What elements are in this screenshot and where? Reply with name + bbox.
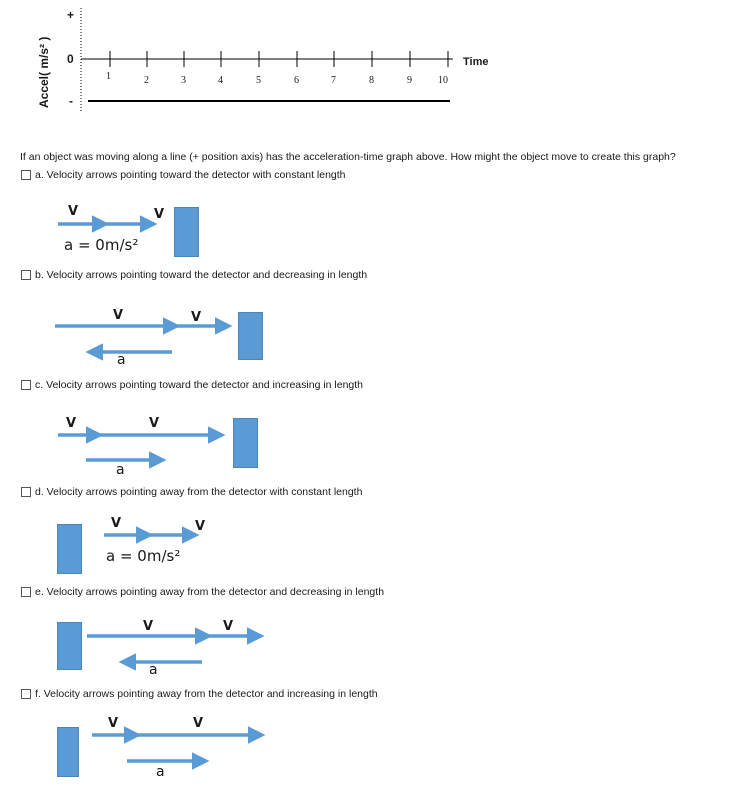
x-tick-label: 7	[331, 75, 336, 86]
velocity-label: V	[68, 204, 79, 219]
x-tick-label: 8	[369, 75, 374, 86]
x-tick-label: 6	[294, 75, 299, 86]
velocity-label: V	[149, 416, 160, 431]
y-tick-plus: +	[67, 8, 75, 22]
velocity-label: V	[113, 308, 124, 323]
x-tick-label: 2	[144, 75, 149, 86]
velocity-label: V	[193, 716, 204, 731]
detector-d	[57, 524, 82, 574]
x-tick-label: 9	[407, 75, 412, 86]
x-tick-label: 10	[438, 75, 448, 86]
velocity-label: V	[191, 310, 202, 325]
acceleration-label: a	[116, 462, 125, 478]
y-tick-zero: 0	[67, 52, 74, 66]
detector-b	[238, 312, 263, 360]
acceleration-label: a	[156, 764, 165, 780]
option-c-label: c. Velocity arrows pointing toward the detector and increasing in length	[35, 379, 364, 391]
x-tick-label: 1	[106, 71, 111, 82]
detector-c	[233, 418, 258, 468]
y-axis-label: Accel( m/s² )	[37, 36, 51, 108]
velocity-label: V	[143, 619, 154, 634]
x-axis-label: Time	[463, 56, 489, 68]
y-tick-minus: -	[69, 94, 73, 108]
x-tick-label: 3	[181, 75, 186, 86]
option-b-label: b. Velocity arrows pointing toward the detector and decreasing in length	[35, 269, 368, 281]
detector-e	[57, 622, 82, 670]
question-text: If an object was moving along a line (+ position axis) has the acceleration-time graph above. How might the object move to create this graph?	[20, 151, 676, 163]
option-a-label: a. Velocity arrows pointing toward the detector with constant length	[35, 169, 346, 181]
velocity-label: V	[111, 516, 122, 531]
velocity-label: V	[223, 619, 234, 634]
velocity-label: V	[195, 519, 206, 534]
acceleration-label: a	[117, 352, 126, 368]
acceleration-label: a = 0m/s²	[64, 236, 139, 254]
option-d-label: d. Velocity arrows pointing away from the detector with constant length	[35, 486, 363, 498]
acceleration-label: a = 0m/s²	[106, 547, 181, 565]
detector-f	[57, 727, 79, 777]
x-tick-label: 4	[218, 75, 223, 86]
velocity-label: V	[154, 207, 165, 222]
option-f-label: f. Velocity arrows pointing away from the detector and increasing in length	[35, 688, 378, 700]
detector-a	[174, 207, 199, 257]
velocity-label: V	[108, 716, 119, 731]
option-e-label: e. Velocity arrows pointing away from the detector and decreasing in length	[35, 586, 385, 598]
x-tick-label: 5	[256, 75, 261, 86]
velocity-label: V	[66, 416, 77, 431]
acceleration-label: a	[149, 662, 158, 678]
